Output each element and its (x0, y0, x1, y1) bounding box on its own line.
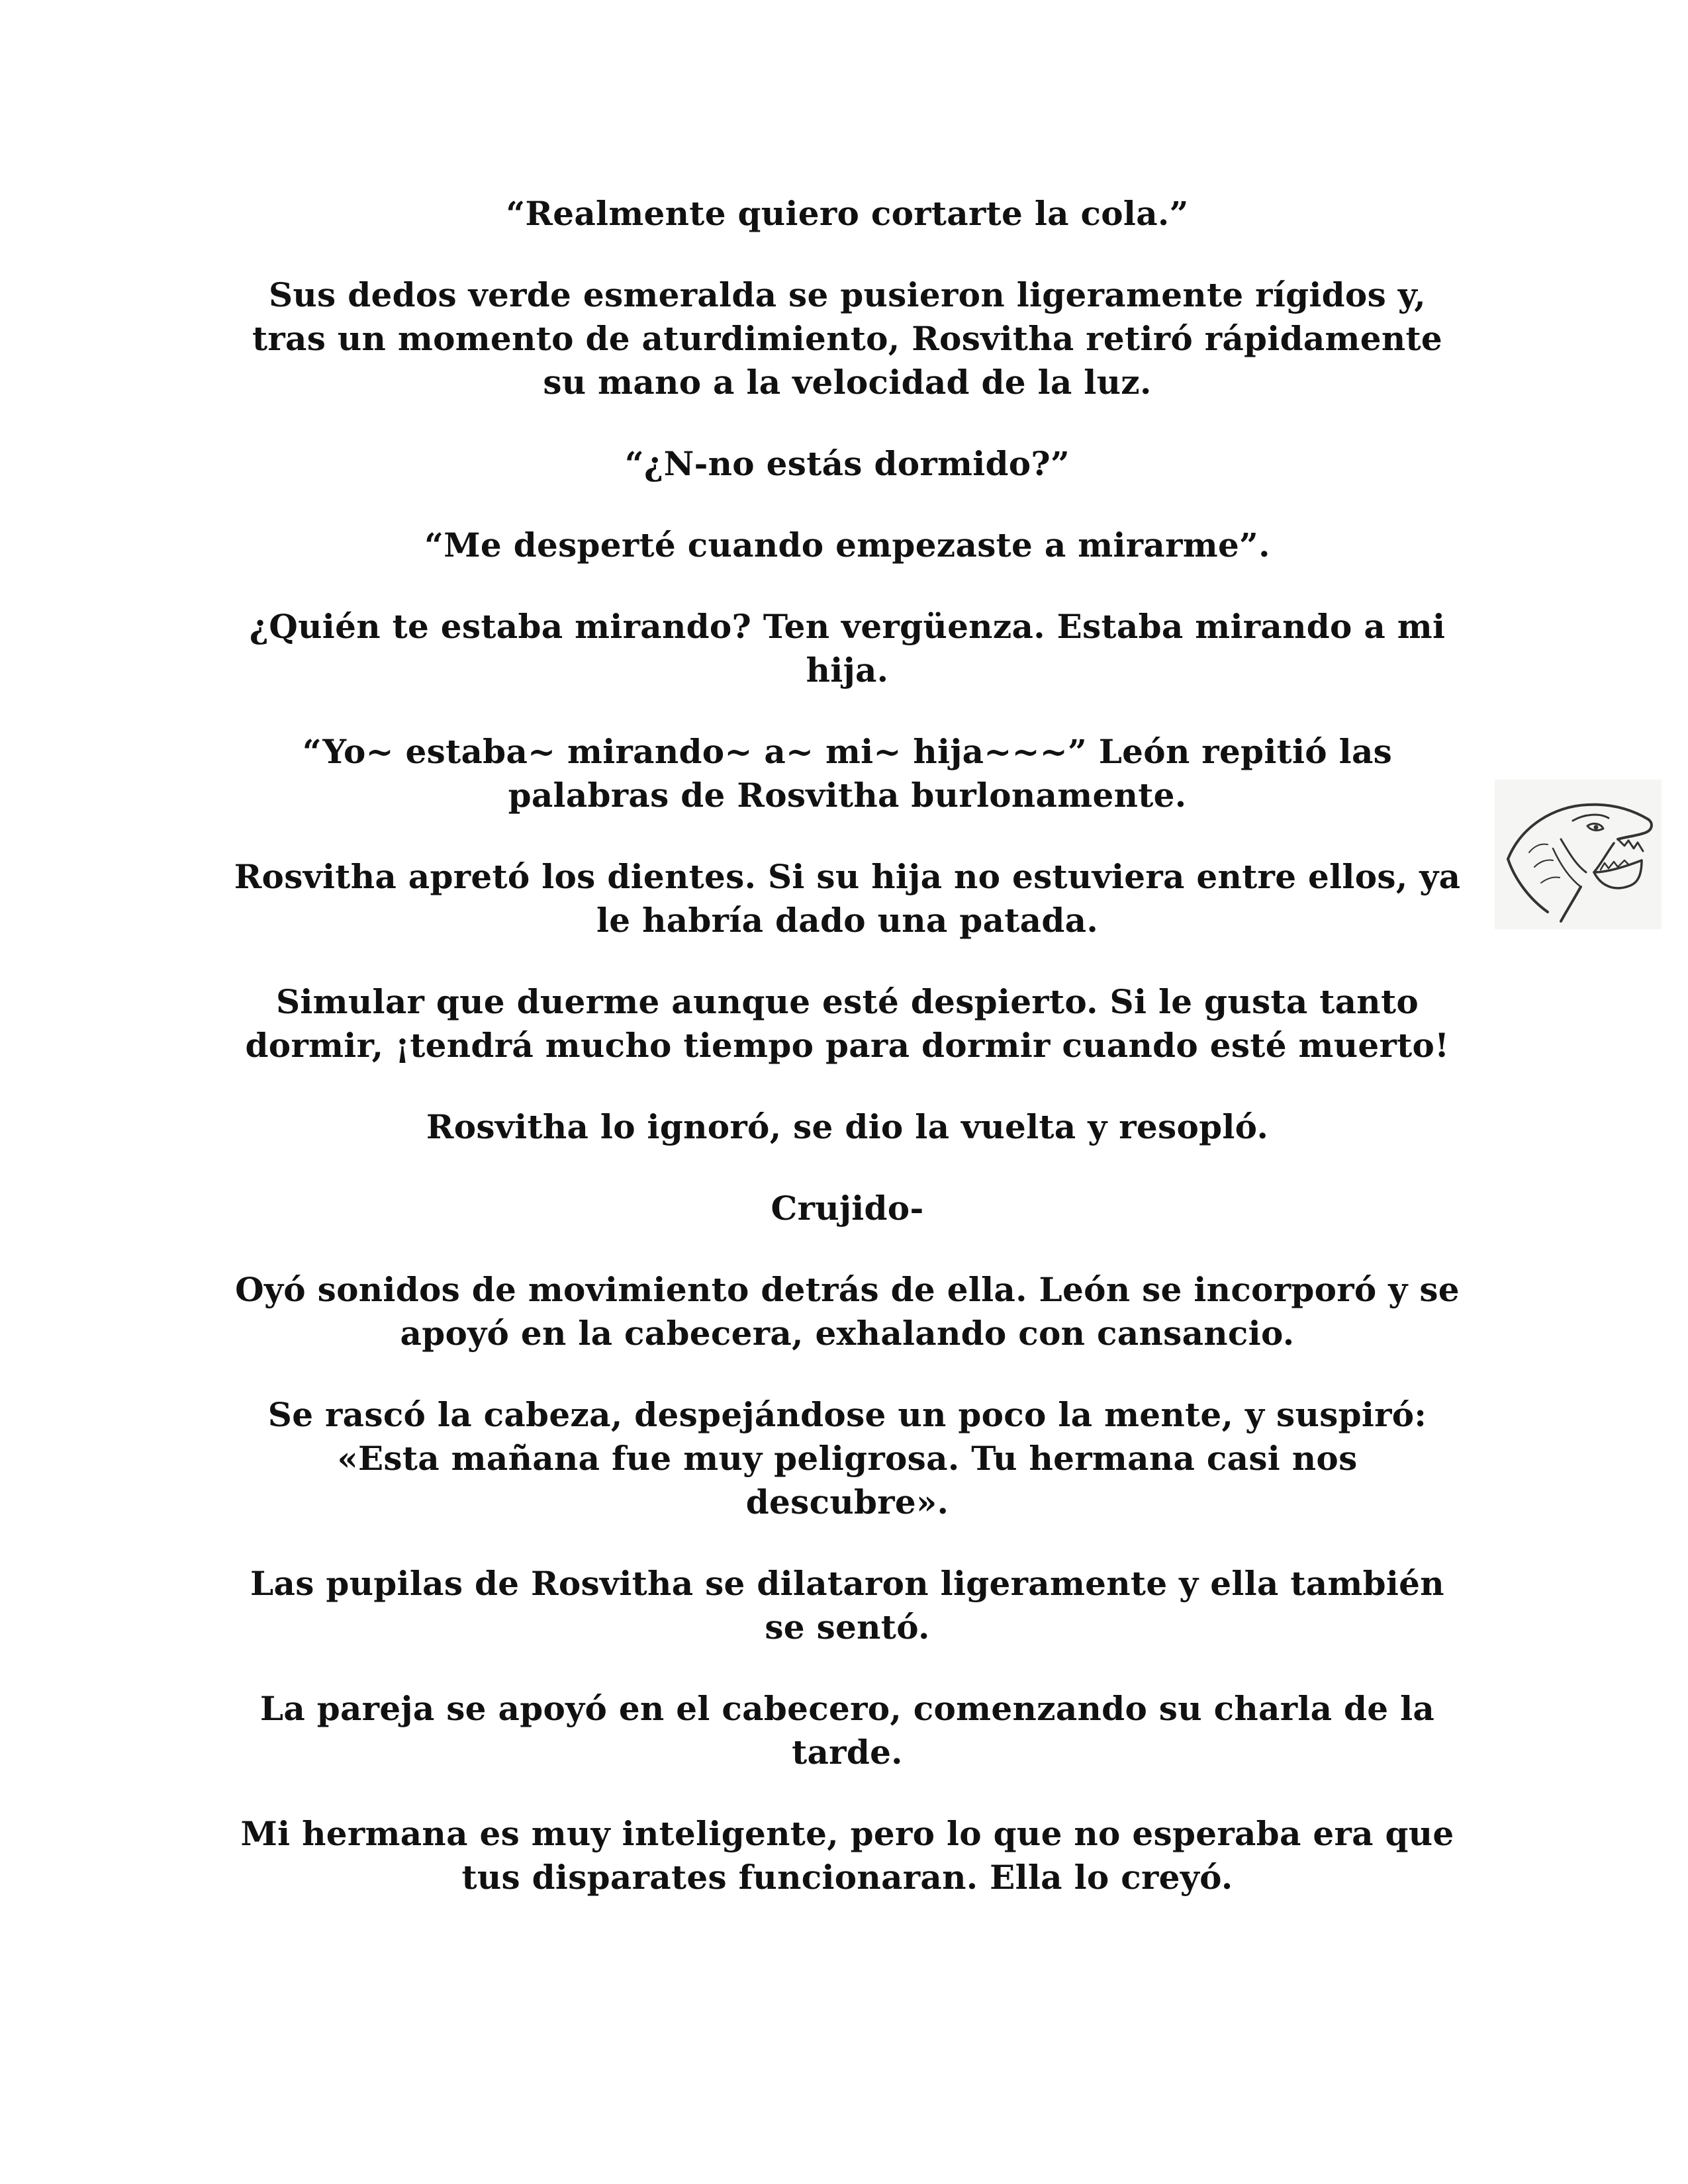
paragraph: Las pupilas de Rosvitha se dilataron ligeramente y ella también se sentó. (250, 1564, 1444, 1647)
paragraph: ¿Quién te estaba mirando? Ten vergüenza. Estaba mirando a mi hija. (249, 607, 1446, 690)
text-column (232, 192, 1463, 1937)
paragraph: Mi hermana es muy inteligente, pero lo que no esperaba era que tus disparates funcionaran. Ella lo creyó. (240, 1814, 1454, 1897)
paragraph: Rosvitha lo ignoró, se dio la vuelta y resopló. (426, 1107, 1269, 1146)
paragraph: “Me desperté cuando empezaste a mirarme”. (424, 525, 1270, 565)
paragraph: “¿N-no estás dormido?” (624, 444, 1070, 483)
paragraph: “Yo~ estaba~ mirando~ a~ mi~ hija~~~” León repitió las palabras de Rosvitha burlonamente. (302, 732, 1393, 815)
paragraph: “Realmente quiero cortarte la cola.” (506, 194, 1189, 233)
paragraph: Se rascó la cabeza, despejándose un poco la mente, y suspiró: «Esta mañana fue muy peligrosa. Tu hermana casi nos descubre». (267, 1395, 1427, 1522)
paragraph: Sus dedos verde esmeralda se pusieron ligeramente rígidos y, tras un momento de aturdimiento, Rosvitha retiró rápidamente su mano a la velocidad de la luz. (252, 275, 1443, 402)
paragraph: Simular que duerme aunque esté despierto. Si le gusta tanto dormir, ¡tendrá mucho tiempo para dormir cuando esté muerto! (245, 982, 1450, 1065)
paragraph: Rosvitha apretó los dientes. Si su hija no estuviera entre ellos, ya le habría dado una patada. (234, 857, 1461, 940)
paragraph: Oyó sonidos de movimiento detrás de ella. León se incorporó y se apoyó en la cabecera, exhalando con cansancio. (235, 1270, 1460, 1353)
paragraph: Crujido- (771, 1189, 924, 1228)
dinosaur-head-icon (1495, 780, 1662, 929)
paragraph: La pareja se apoyó en el cabecero, comenzando su charla de la tarde. (259, 1689, 1435, 1772)
